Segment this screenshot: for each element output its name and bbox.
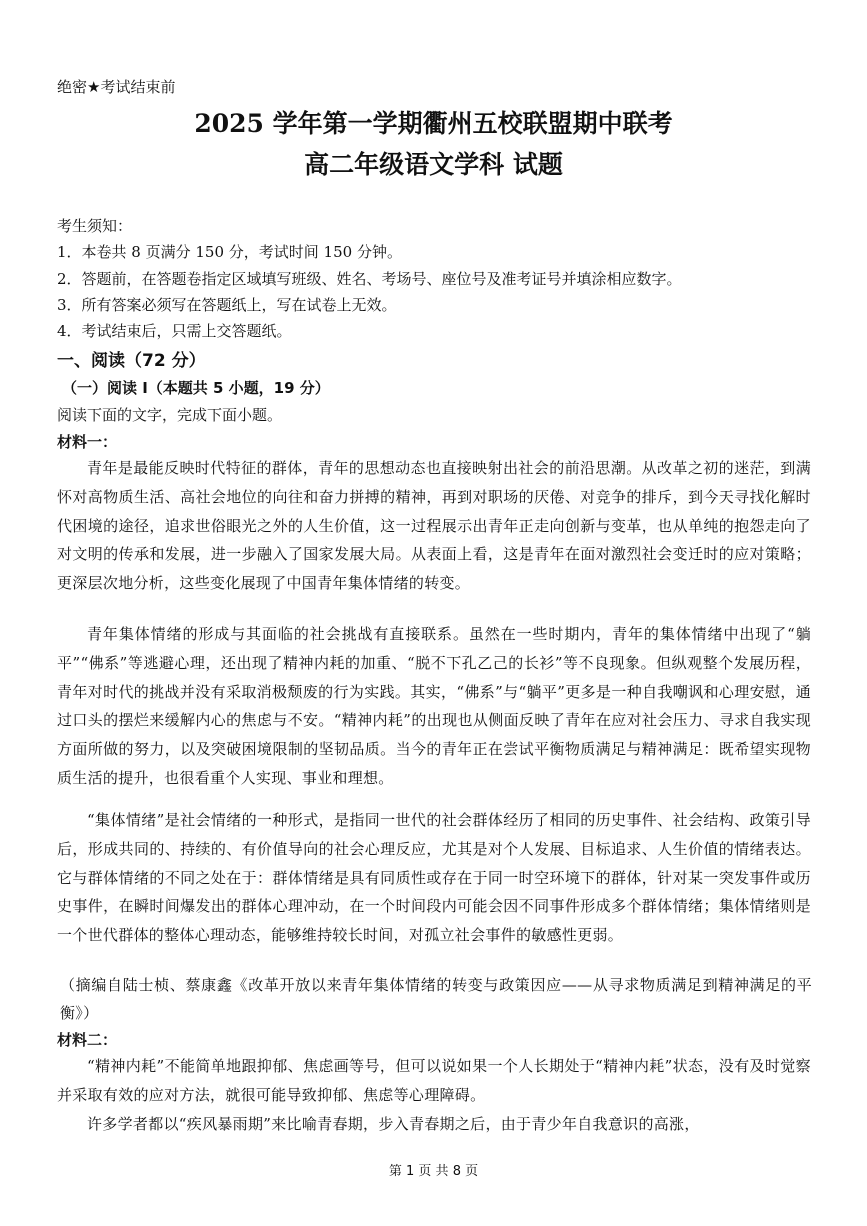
notice-item: 4．考试结束后，只需上交答题纸。 <box>57 322 292 340</box>
notice-item: 2．答题前，在答题卷指定区域填写班级、姓名、考场号、座位号及准考证号并填涂相应数字。 <box>57 270 682 288</box>
material-two-paragraph: 许多学者都以“疾风暴雨期”来比喻青春期，步入青春期之后，由于青少年自我意识的高涨， <box>87 1115 700 1133</box>
notice-item: 3．所有答案必须写在答题纸上，写在试卷上无效。 <box>57 296 397 314</box>
material-one-paragraph: 青年集体情绪的形成与其面临的社会挑战有直接联系。虽然在一些时期内，青年的集体情绪中出现了“躺平”“佛系”等逃避心理，还出现了精神内耗的加重、“脱不下孔乙己的长衫”等不良现象。但纵观整个发展历程，青年对时代的挑战并没有采取消极颓废的行为实践。其实，“佛系”与“躺平”更多是一种自我嘲讽和心理安慰，通过口头的摆烂来缓解内心的焦虑与不安。“精神内耗”的出现也从侧面反映了青年在应对社会压力、寻求自我实现方面所做的努力，以及突破困境限制的坚韧品质。当今的青年正在尝试平衡物质满足与精神满足：既希望实现物质生活的提升，也很看重个人实现、事业和理想。 <box>57 625 811 787</box>
material-one-label: 材料一： <box>57 433 118 451</box>
exam-title: 2025 学年第一学期衢州五校联盟期中联考 <box>194 109 673 138</box>
material-one-source: （摘编自陆士桢、蔡康鑫《改革开放以来青年集体情绪的转变与政策因应——从寻求物质满足到精神满足的平衡》） <box>60 976 812 1022</box>
material-one-paragraph: 青年是最能反映时代特征的群体，青年的思想动态也直接映射出社会的前沿思潮。从改革之初的迷茫，到满怀对高物质生活、高社会地位的向往和奋力拼搏的精神，再到对职场的厌倦、对竞争的排斥，到今天寻找化解时代困境的途径，追求世俗眼光之外的人生价值，这一过程展示出青年正走向创新与变革，也从单纯的抱怨走向了对文明的传承和发展，进一步融入了国家发展大局。从表面上看，这是青年在面对激烈社会变迁时的应对策略；更深层次地分析，这些变化展现了中国青年集体情绪的转变。 <box>57 459 811 593</box>
subsection-title: （一）阅读 I（本题共 5 小题，19 分） <box>62 379 330 397</box>
notice-item: 1．本卷共 8 页满分 150 分，考试时间 150 分钟。 <box>57 243 402 261</box>
page-number: 第 1 页 共 8 页 <box>388 1164 479 1179</box>
notice-heading: 考生须知： <box>57 217 133 235</box>
material-two-label: 材料二： <box>57 1031 118 1049</box>
section-title: 一、阅读（72 分） <box>57 351 206 371</box>
instruction-text: 阅读下面的文字，完成下面小题。 <box>57 406 283 424</box>
material-two-paragraph: “精神内耗”不能简单地跟抑郁、焦虑画等号，但可以说如果一个人长期处于“精神内耗”状态，没有及时觉察并采取有效的应对方法，就很可能导致抑郁、焦虑等心理障碍。 <box>57 1057 811 1104</box>
material-one-paragraph: “集体情绪”是社会情绪的一种形式，是指同一世代的社会群体经历了相同的历史事件、社会结构、政策引导后，形成共同的、持续的、有价值导向的社会心理反应，尤其是对个人发展、目标追求、人生价值的情绪表达。它与群体情绪的不同之处在于：群体情绪是具有同质性或存在于同一时空环境下的群体，针对某一突发事件或历史事件，在瞬时间爆发出的群体心理冲动，在一个时间段内可能会因不同事件形成多个群体情绪；集体情绪则是一个世代群体的整体心理动态，能够维持较长时间，对孤立社会事件的敏感性更弱。 <box>57 811 811 945</box>
confidential-label: 绝密★考试结束前 <box>57 78 176 96</box>
exam-subtitle: 高二年级语文学科 试题 <box>304 150 563 179</box>
